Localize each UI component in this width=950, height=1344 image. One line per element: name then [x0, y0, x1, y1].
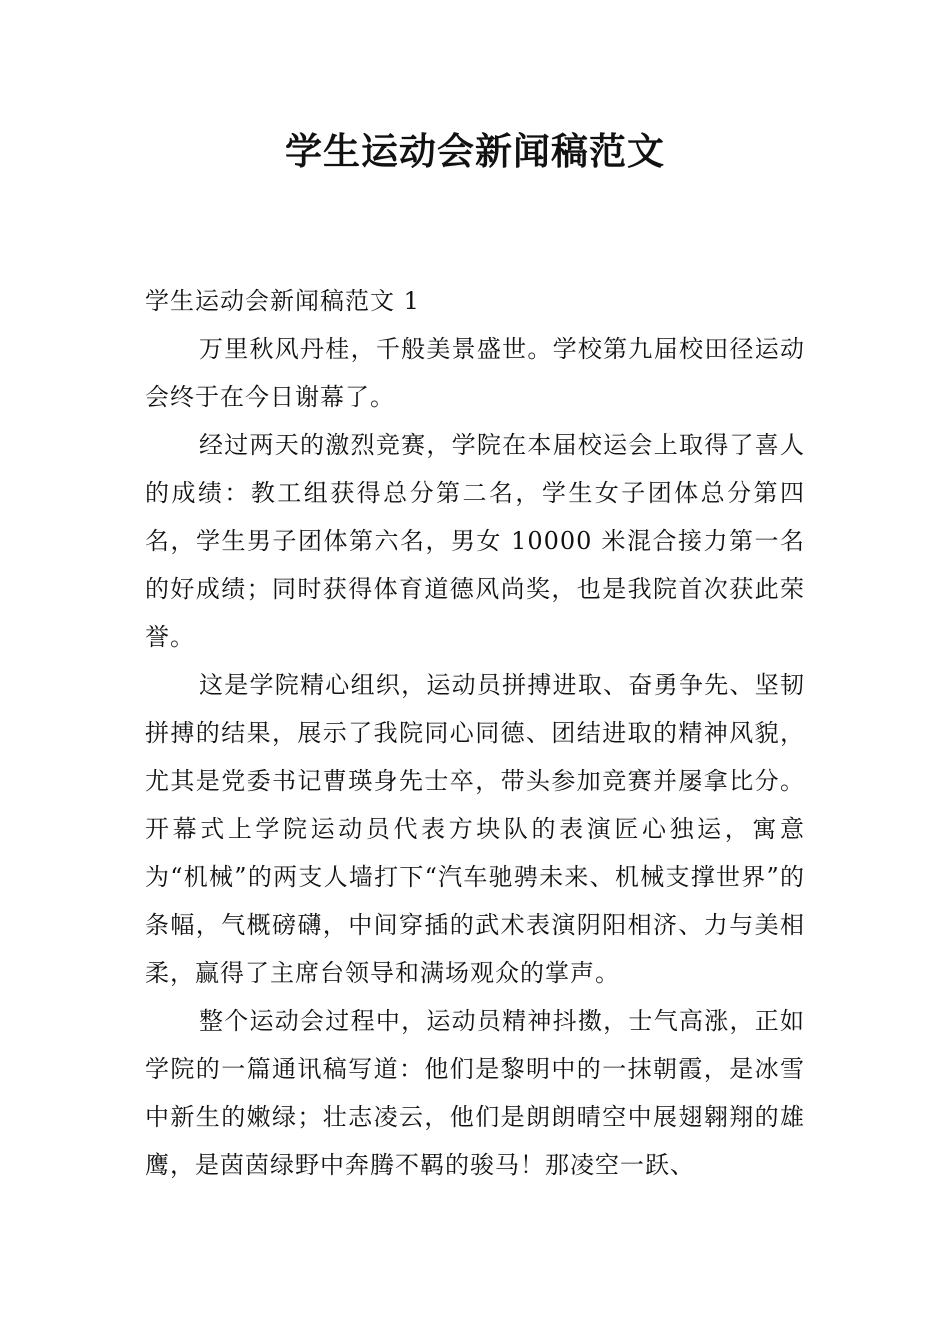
document-body	[145, 277, 805, 1189]
paragraph-4: 整个运动会过程中，运动员精神抖擞，士气高涨，正如学院的一篇通讯稿写道：他们是黎明中的一抹朝霞，是冰雪中新生的嫩绿；壮志凌云，他们是朗朗晴空中展翅翱翔的雄鹰，是茵茵绿野中奔腾不羁的骏马！那凌空一跃、	[145, 1007, 805, 1179]
paragraph-2: 经过两天的激烈竞赛，学院在本届校运会上取得了喜人的成绩：教工组获得总分第二名，学生女子团体总分第四名，学生男子团体第六名，男女 10000 米混合接力第一名的好成绩；同时获得体育道德风尚奖，也是我院首次获此荣誉。	[145, 431, 805, 651]
paragraph-3: 这是学院精心组织，运动员拼搏进取、奋勇争先、坚韧拼搏的结果，展示了我院同心同德、团结进取的精神风貌，尤其是党委书记曹瑛身先士卒，带头参加竞赛并屡拿比分。开幕式上学院运动员代表方块队的表演匠心独运，寓意为“机械”的两支人墙打下“汽车驰骋未来、机械支撑世界”的条幅，气概磅礴，中间穿插的武术表演阴阳相济、力与美相柔，赢得了主席台领导和满场观众的掌声。	[145, 671, 805, 987]
paragraph-1: 万里秋风丹桂，千般美景盛世。学校第九届校田径运动会终于在今日谢幕了。	[145, 335, 805, 411]
document-title: 学生运动会新闻稿范文	[285, 130, 665, 173]
section-heading: 学生运动会新闻稿范文 1	[145, 287, 420, 315]
